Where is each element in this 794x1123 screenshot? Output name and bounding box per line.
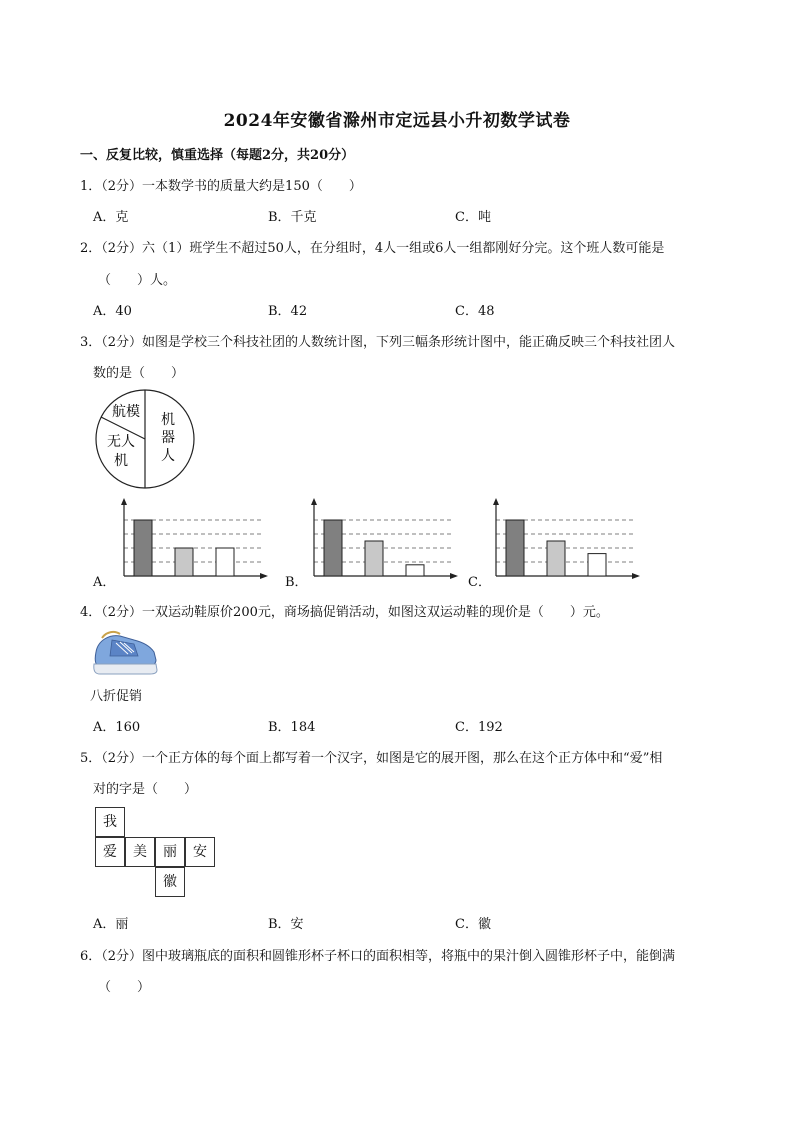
y-axis-arrow <box>493 498 499 505</box>
q1-option-b[interactable]: B．千克 <box>268 210 317 225</box>
q3-option-a[interactable]: A． <box>93 575 116 590</box>
q2-option-a[interactable]: A．40 <box>93 304 132 319</box>
question-1-text: 1．（2分）一本数学书的质量大约是150（ ） <box>80 179 362 194</box>
question-4-text: 4．（2分）一双运动鞋原价200元，商场搞促销活动，如图这双运动鞋的现价是（ ）元。 <box>80 605 609 620</box>
x-axis-arrow <box>450 573 458 579</box>
q3-option-b[interactable]: B． <box>285 575 308 590</box>
shoe-promo-caption: 八折促销 <box>90 689 143 704</box>
pie-label-hangmo: 航模 <box>112 404 140 420</box>
q5-option-b[interactable]: B．安 <box>268 917 304 932</box>
pie-label-wurenji-2: 机 <box>114 453 128 469</box>
question-2-text-line2: （ ）人。 <box>98 273 177 288</box>
bar <box>134 520 152 576</box>
bar <box>547 541 565 576</box>
bar <box>175 548 193 576</box>
bar-chart-c[interactable] <box>484 496 644 586</box>
bar <box>506 520 524 576</box>
q4-option-c[interactable]: C．192 <box>455 720 503 735</box>
bar-chart-b[interactable] <box>302 496 462 586</box>
y-axis-arrow <box>121 498 127 505</box>
pie-label-jiqiren-3: 人 <box>161 448 175 464</box>
q3-option-c[interactable]: C． <box>468 575 491 590</box>
question-3-text-line2: 数的是（ ） <box>93 366 185 381</box>
cube-face-row-1: 爱 <box>95 837 125 867</box>
cube-face-row-3: 丽 <box>155 837 185 867</box>
question-6-text-line1: 6．（2分）图中玻璃瓶底的面积和圆锥形杯子杯口的面积相等，将瓶中的果汁倒入圆锥形杯子中，能倒满 <box>80 949 676 964</box>
question-3-text-line1: 3．（2分）如图是学校三个科技社团的人数统计图，下列三幅条形统计图中，能正确反映三个科技社团人 <box>80 335 676 350</box>
question-5-text-line2: 对的字是（ ） <box>93 782 198 797</box>
q1-option-c[interactable]: C．吨 <box>455 210 491 225</box>
x-axis-arrow <box>632 573 640 579</box>
bar <box>216 548 234 576</box>
y-axis-arrow <box>311 498 317 505</box>
bar <box>406 565 424 576</box>
q2-option-b[interactable]: B．42 <box>268 304 308 319</box>
question-2-text-line1: 2．（2分）六（1）班学生不超过50人，在分组时，4人一组或6人一组都刚好分完。这个班人数可能是 <box>80 241 665 256</box>
cube-face-row-2: 美 <box>125 837 155 867</box>
x-axis-arrow <box>260 573 268 579</box>
section-heading-1: 一、反复比较，慎重选择（每题2分，共20分） <box>80 148 355 163</box>
bar <box>365 541 383 576</box>
q1-option-a[interactable]: A．克 <box>93 210 129 225</box>
q4-option-b[interactable]: B．184 <box>268 720 316 735</box>
bar-chart-a[interactable] <box>112 496 272 586</box>
bar <box>588 554 606 576</box>
club-pie-chart <box>94 388 196 490</box>
q5-option-a[interactable]: A．丽 <box>93 917 129 932</box>
bar <box>324 520 342 576</box>
q5-option-c[interactable]: C．徽 <box>455 917 491 932</box>
sneaker-image <box>90 626 160 678</box>
pie-label-jiqiren-1: 机 <box>161 412 175 428</box>
question-6-text-line2: （ ） <box>98 980 151 995</box>
cube-face-bottom: 徽 <box>155 867 185 897</box>
pie-label-jiqiren-2: 器 <box>161 430 175 446</box>
question-5-text-line1: 5．（2分）一个正方体的每个面上都写着一个汉字，如图是它的展开图，那么在这个正方体中和“爱”相 <box>80 751 663 766</box>
cube-face-row-4: 安 <box>185 837 215 867</box>
q2-option-c[interactable]: C．48 <box>455 304 495 319</box>
q4-option-a[interactable]: A．160 <box>93 720 141 735</box>
page-title: 2024年安徽省滁州市定远县小升初数学试卷 <box>223 111 571 131</box>
cube-face-top: 我 <box>95 807 125 837</box>
pie-label-wurenji-1: 无人 <box>107 434 135 450</box>
